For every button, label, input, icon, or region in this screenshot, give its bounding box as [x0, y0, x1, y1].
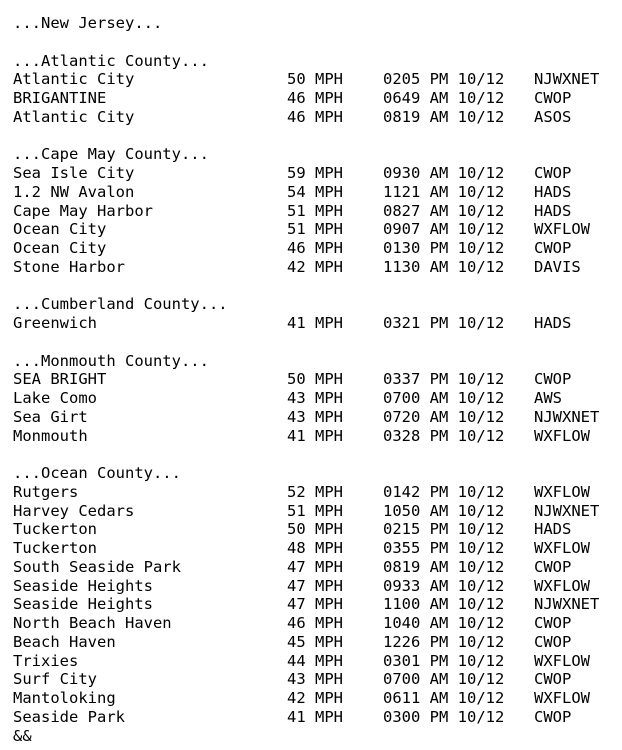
report-row: [13, 708, 613, 727]
report-source: HADS: [534, 182, 572, 201]
report-wind-speed: 43 MPH: [287, 407, 343, 426]
report-source: CWOP: [534, 89, 572, 107]
report-location: Mantoloking: [13, 689, 116, 707]
report-wind-speed: 47 MPH: [287, 576, 343, 595]
report-time: 0819 AM 10/12: [383, 107, 505, 126]
report-location: Surf City: [13, 670, 97, 689]
report-location: SEA BRIGHT: [13, 370, 107, 389]
report-row: [13, 577, 613, 596]
report-location: Seaside Heights: [13, 595, 153, 614]
report-time: 0337 PM 10/12: [383, 370, 505, 389]
end-marker: &&: [13, 726, 32, 745]
report-row: [13, 183, 613, 202]
report-wind-speed: 42 MPH: [287, 689, 343, 707]
state-header: ...New Jersey...: [13, 14, 163, 32]
report-time: 0649 AM 10/12: [383, 89, 505, 107]
report-location: Ocean City: [13, 239, 107, 257]
report-wind-speed: 50 MPH: [287, 370, 343, 389]
report-time: 0355 PM 10/12: [383, 539, 505, 557]
county-header: ...Ocean County...: [13, 464, 181, 482]
report-time: 0321 PM 10/12: [383, 314, 505, 332]
report-wind-speed: 46 MPH: [287, 89, 343, 107]
report-source: CWOP: [534, 370, 572, 389]
report-time: 0300 PM 10/12: [383, 707, 505, 726]
county-section: [13, 145, 613, 295]
report-source: CWOP: [534, 239, 572, 257]
report-source: HADS: [534, 520, 572, 539]
report-location: Trixies: [13, 651, 79, 670]
report-wind-speed: 54 MPH: [287, 182, 343, 201]
report-location: North Beach Haven: [13, 614, 172, 632]
report-location: Monmouth: [13, 426, 88, 445]
report-source: NJWXNET: [534, 70, 600, 89]
report-location: Atlantic City: [13, 70, 135, 89]
report-time: 0700 AM 10/12: [383, 389, 505, 407]
report-wind-speed: 59 MPH: [287, 164, 343, 182]
report-source: WXFLOW: [534, 539, 590, 557]
report-row: [13, 652, 613, 671]
report-wind-speed: 51 MPH: [287, 201, 343, 220]
report-row: [13, 427, 613, 446]
report-wind-speed: 50 MPH: [287, 70, 343, 89]
report-source: ASOS: [534, 107, 572, 126]
report-source: HADS: [534, 314, 572, 332]
county-header: ...Cumberland County...: [13, 295, 228, 314]
report-row: [13, 164, 613, 183]
report-location: Atlantic City: [13, 107, 135, 126]
report-location: Sea Girt: [13, 407, 88, 426]
report-location: Tuckerton: [13, 539, 97, 557]
report-row: [13, 502, 613, 521]
report-source: CWOP: [534, 614, 572, 632]
report-location: Sea Isle City: [13, 164, 135, 182]
report-row: [13, 314, 613, 333]
report-time: 1121 AM 10/12: [383, 182, 505, 201]
report-row: [13, 258, 613, 277]
report-source: NJWXNET: [534, 407, 600, 426]
report-source: WXFLOW: [534, 689, 590, 707]
report-row: [13, 539, 613, 558]
report-wind-speed: 41 MPH: [287, 426, 343, 445]
county-section: [13, 352, 613, 465]
report-time: 0720 AM 10/12: [383, 407, 505, 426]
report-wind-speed: 46 MPH: [287, 239, 343, 257]
county-section: [13, 464, 613, 727]
report-source: NJWXNET: [534, 595, 600, 614]
report-location: South Seaside Park: [13, 557, 181, 576]
report-row: [13, 70, 613, 89]
report-location: Seaside Park: [13, 707, 125, 726]
report-source: AWS: [534, 389, 562, 407]
report-time: 0301 PM 10/12: [383, 651, 505, 670]
report-location: Seaside Heights: [13, 576, 153, 595]
report-wind-speed: 46 MPH: [287, 107, 343, 126]
wind-report-text: [13, 14, 613, 745]
report-location: Lake Como: [13, 389, 97, 407]
report-row: [13, 595, 613, 614]
report-time: 0328 PM 10/12: [383, 426, 505, 445]
report-location: Harvey Cedars: [13, 501, 135, 520]
blank-line: [13, 33, 613, 52]
report-row: [13, 202, 613, 221]
report-location: Stone Harbor: [13, 257, 125, 276]
report-location: Beach Haven: [13, 632, 116, 651]
report-source: WXFLOW: [534, 576, 590, 595]
blank-line: [13, 333, 613, 352]
report-time: 0130 PM 10/12: [383, 239, 505, 257]
report-wind-speed: 43 MPH: [287, 389, 343, 407]
report-time: 0933 AM 10/12: [383, 576, 505, 595]
report-time: 1050 AM 10/12: [383, 501, 505, 520]
report-time: 0215 PM 10/12: [383, 520, 505, 539]
report-source: WXFLOW: [534, 426, 590, 445]
report-source: WXFLOW: [534, 220, 590, 239]
report-source: WXFLOW: [534, 651, 590, 670]
report-wind-speed: 52 MPH: [287, 482, 343, 501]
report-wind-speed: 46 MPH: [287, 614, 343, 632]
county-list: [13, 52, 613, 727]
report-row: [13, 633, 613, 652]
report-time: 1040 AM 10/12: [383, 614, 505, 632]
report-location: Tuckerton: [13, 520, 97, 539]
report-location: 1.2 NW Avalon: [13, 182, 135, 201]
report-wind-speed: 45 MPH: [287, 632, 343, 651]
report-time: 0907 AM 10/12: [383, 220, 505, 239]
report-location: Rutgers: [13, 482, 79, 501]
county-section: [13, 52, 613, 146]
report-time: 1130 AM 10/12: [383, 257, 505, 276]
report-wind-speed: 41 MPH: [287, 707, 343, 726]
report-source: CWOP: [534, 557, 572, 576]
report-source: WXFLOW: [534, 482, 590, 501]
report-wind-speed: 41 MPH: [287, 314, 343, 332]
report-wind-speed: 47 MPH: [287, 557, 343, 576]
report-location: BRIGANTINE: [13, 89, 107, 107]
report-row: [13, 108, 613, 127]
report-wind-speed: 47 MPH: [287, 595, 343, 614]
report-wind-speed: 51 MPH: [287, 501, 343, 520]
report-source: DAVIS: [534, 257, 581, 276]
report-source: CWOP: [534, 670, 572, 689]
county-header: ...Cape May County...: [13, 145, 209, 164]
report-row: [13, 483, 613, 502]
county-header: ...Monmouth County...: [13, 351, 209, 370]
report-row: [13, 689, 613, 708]
report-source: NJWXNET: [534, 501, 600, 520]
report-wind-speed: 44 MPH: [287, 651, 343, 670]
report-time: 0827 AM 10/12: [383, 201, 505, 220]
report-row: [13, 408, 613, 427]
report-row: [13, 220, 613, 239]
report-row: [13, 370, 613, 389]
report-row: [13, 520, 613, 539]
county-header: ...Atlantic County...: [13, 51, 209, 70]
report-source: CWOP: [534, 164, 572, 182]
report-location: Greenwich: [13, 314, 97, 332]
report-wind-speed: 42 MPH: [287, 257, 343, 276]
report-row: [13, 670, 613, 689]
report-wind-speed: 51 MPH: [287, 220, 343, 239]
report-row: [13, 389, 613, 408]
report-row: [13, 89, 613, 108]
blank-line: [13, 445, 613, 464]
blank-line: [13, 277, 613, 296]
report-row: [13, 614, 613, 633]
report-time: 0930 AM 10/12: [383, 164, 505, 182]
report-time: 0205 PM 10/12: [383, 70, 505, 89]
report-time: 1226 PM 10/12: [383, 632, 505, 651]
county-section: [13, 295, 613, 351]
report-source: CWOP: [534, 632, 572, 651]
report-source: CWOP: [534, 707, 572, 726]
report-row: [13, 239, 613, 258]
report-wind-speed: 50 MPH: [287, 520, 343, 539]
report-time: 0700 AM 10/12: [383, 670, 505, 689]
report-row: [13, 558, 613, 577]
report-wind-speed: 48 MPH: [287, 539, 343, 557]
report-wind-speed: 43 MPH: [287, 670, 343, 689]
report-location: Cape May Harbor: [13, 201, 153, 220]
report-time: 0819 AM 10/12: [383, 557, 505, 576]
report-source: HADS: [534, 201, 572, 220]
report-time: 1100 AM 10/12: [383, 595, 505, 614]
report-time: 0611 AM 10/12: [383, 689, 505, 707]
blank-line: [13, 127, 613, 146]
report-location: Ocean City: [13, 220, 107, 239]
report-time: 0142 PM 10/12: [383, 482, 505, 501]
